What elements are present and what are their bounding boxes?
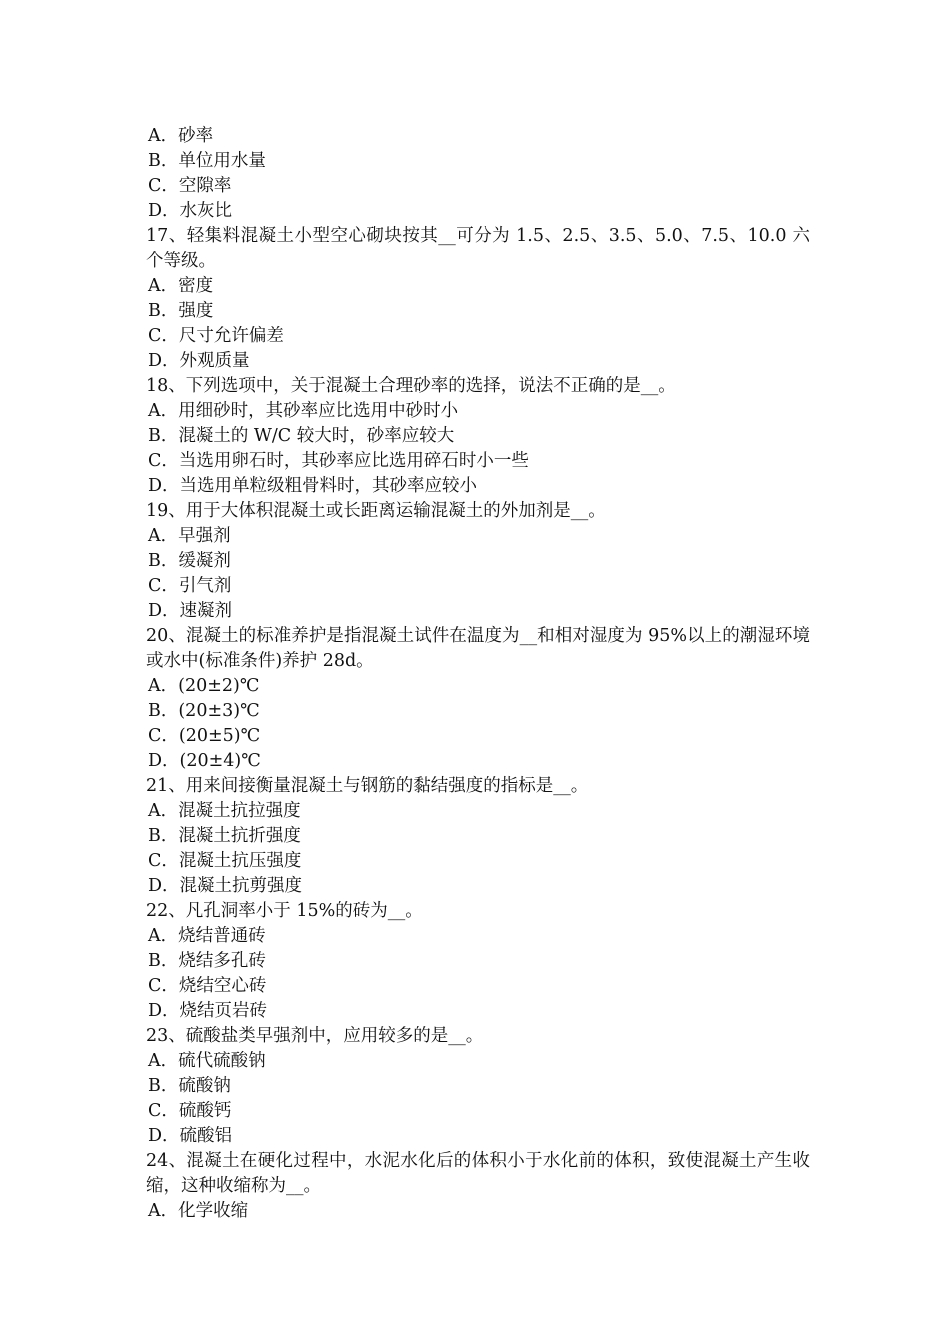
answer-option: D．(20±4)℃ xyxy=(148,751,261,771)
answer-option: A．密度 xyxy=(148,276,214,296)
answer-option: A．化学收缩 xyxy=(148,1201,249,1221)
question-text: 19、用于大体积混凝土或长距离运输混凝土的外加剂是__。 xyxy=(146,501,606,521)
answer-option: D．硫酸铝 xyxy=(148,1126,233,1146)
answer-option: C．当选用卵石时，其砂率应比选用碎石时小一些 xyxy=(148,451,529,471)
answer-option: B．单位用水量 xyxy=(148,151,266,171)
answer-option: B．烧结多孔砖 xyxy=(148,951,266,971)
answer-option: D．混凝土抗剪强度 xyxy=(148,876,303,896)
answer-option: B．硫酸钠 xyxy=(148,1076,231,1096)
answer-option: C．烧结空心砖 xyxy=(148,976,267,996)
answer-option: A．混凝土抗拉强度 xyxy=(148,801,301,821)
answer-option: B．缓凝剂 xyxy=(148,551,231,571)
answer-option: B．混凝土的 W/C 较大时，砂率应较大 xyxy=(148,426,455,446)
answer-option: C．引气剂 xyxy=(148,576,232,596)
answer-option: A．用细砂时，其砂率应比选用中砂时小 xyxy=(148,401,459,421)
question-text: 24、混凝土在硬化过程中，水泥水化后的体积小于水化前的体积，致使混凝土产生收缩，这种收缩称为__。 xyxy=(146,1151,810,1196)
answer-option: D．外观质量 xyxy=(148,351,250,371)
answer-option: C．空隙率 xyxy=(148,176,232,196)
answer-option: B．混凝土抗折强度 xyxy=(148,826,301,846)
answer-option: D．速凝剂 xyxy=(148,601,233,621)
answer-option: C．硫酸钙 xyxy=(148,1101,232,1121)
question-text: 20、混凝土的标准养护是指混凝土试件在温度为__和相对湿度为 95%以上的潮湿环境或水中(标准条件)养护 28d。 xyxy=(146,626,810,671)
question-text: 23、硫酸盐类早强剂中，应用较多的是__。 xyxy=(146,1026,484,1046)
answer-option: A．砂率 xyxy=(148,126,214,146)
answer-option: C．(20±5)℃ xyxy=(148,726,261,746)
answer-option: A．烧结普通砖 xyxy=(148,926,266,946)
answer-option: D．水灰比 xyxy=(148,201,233,221)
question-text: 22、凡孔洞率小于 15%的砖为__。 xyxy=(146,901,423,921)
question-text: 21、用来间接衡量混凝土与钢筋的黏结强度的指标是__。 xyxy=(146,776,589,796)
document-body xyxy=(146,124,810,1224)
answer-option: C．混凝土抗压强度 xyxy=(148,851,302,871)
answer-option: A．(20±2)℃ xyxy=(148,676,260,696)
answer-option: C．尺寸允许偏差 xyxy=(148,326,284,346)
answer-option: D．烧结页岩砖 xyxy=(148,1001,268,1021)
answer-option: B．(20±3)℃ xyxy=(148,701,260,721)
question-text: 18、下列选项中，关于混凝土合理砂率的选择，说法不正确的是__。 xyxy=(146,376,676,396)
answer-option: A．早强剂 xyxy=(148,526,231,546)
question-text: 17、轻集料混凝土小型空心砌块按其__可分为 1.5、2.5、3.5、5.0、7.5、10.0 六个等级。 xyxy=(146,226,810,271)
answer-option: D．当选用单粒级粗骨料时，其砂率应较小 xyxy=(148,476,478,496)
answer-option: B．强度 xyxy=(148,301,214,321)
answer-option: A．硫代硫酸钠 xyxy=(148,1051,266,1071)
